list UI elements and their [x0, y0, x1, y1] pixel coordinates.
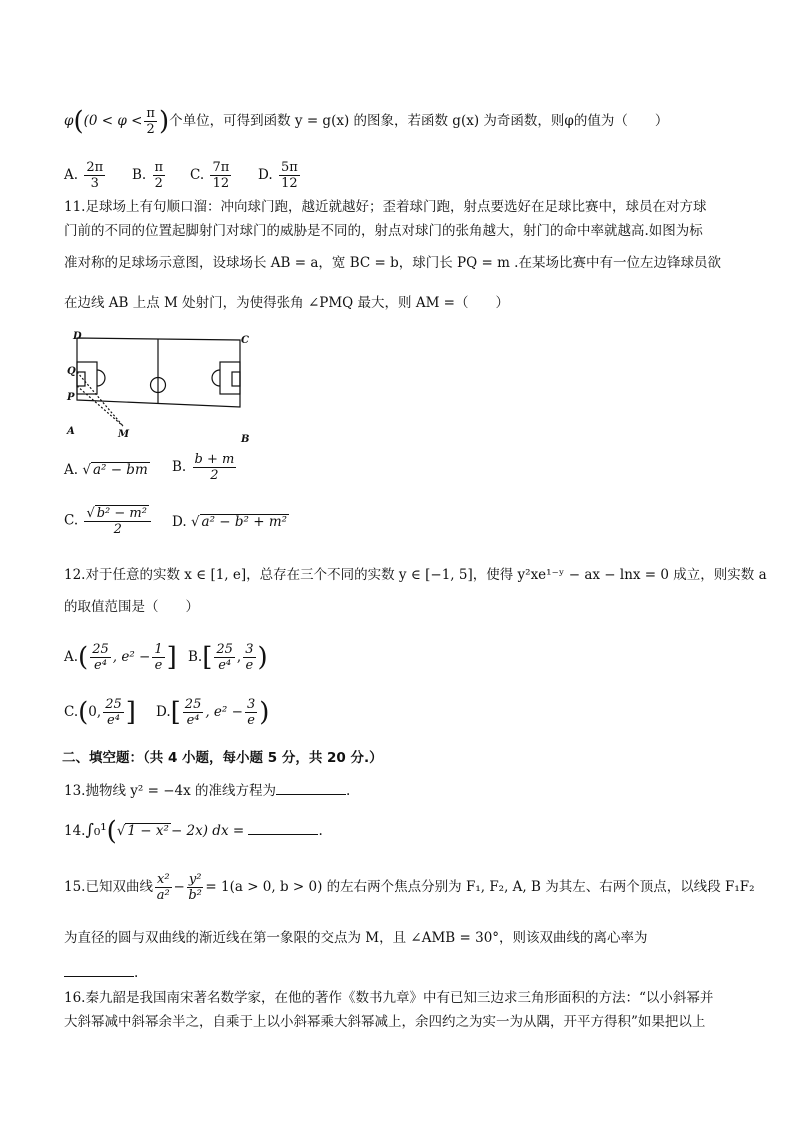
option-label: B.: [188, 649, 203, 665]
paren-open: (: [73, 106, 84, 137]
q12-line-2: 的取值范围是（ ）: [64, 599, 199, 615]
label-m: M: [118, 429, 130, 440]
bracket-open: [: [170, 697, 181, 728]
option-label: A.: [64, 167, 79, 183]
option-label: D.: [156, 704, 171, 720]
frac-num: 3: [246, 697, 256, 712]
option-frac: [84, 505, 151, 537]
paren-close: ): [158, 106, 170, 137]
option-frac: [84, 160, 105, 191]
frac-den: e⁴: [107, 713, 120, 728]
q10-option-d[interactable]: [258, 160, 302, 191]
frac-den: e⁴: [94, 658, 107, 673]
frac-den: 2: [154, 176, 163, 191]
q11-line-4: 在边线 AB 上点 M 处射门，为使得张角 ∠PMQ 最大，则 AM =（ ）: [64, 295, 509, 311]
q10-condition: (0 < φ <: [83, 113, 143, 129]
frac-num: √ b² − m²: [84, 505, 151, 522]
q10-stem: [64, 106, 668, 137]
section-2-heading: 二、填空题：（共 4 小题，每小题 5 分，共 20 分.）: [62, 750, 383, 766]
label-b: B: [241, 434, 250, 445]
frac-a: [214, 642, 235, 673]
q14-answer-blank[interactable]: [248, 820, 318, 835]
q11-option-d[interactable]: [172, 512, 289, 532]
q14-end: .: [318, 823, 323, 839]
option-label: C.: [64, 704, 79, 720]
q11-option-a[interactable]: [64, 460, 150, 480]
frac-x: [155, 872, 172, 903]
frac-num: 25: [105, 697, 122, 712]
option-frac: [193, 452, 237, 483]
right-penalty-box: [220, 362, 240, 394]
option-mid: , e² −: [205, 704, 243, 720]
q15-line-3: [64, 962, 138, 983]
frac-den: a²: [156, 888, 170, 903]
q15-end: .: [134, 965, 139, 981]
q12-line-1: 12.对于任意的实数 x ∈ [1, e]，总存在三个不同的实数 y ∈ [−1, 5]，使得 y²xe¹⁻ʸ − ax − lnx = 0 成立，则实数 a: [64, 567, 767, 583]
frac-num: x²: [156, 872, 170, 887]
q11-line-1: 11.足球场上有句顺口溜：冲向球门跑，越近就越好；歪着球门跑，射点要选好在足球比赛中，球员在对方球: [64, 199, 707, 215]
frac-num: 7π: [212, 160, 230, 175]
option-label: C.: [190, 167, 205, 183]
q15-line-2: 为直径的圆与双曲线的渐近线在第一象限的交点为 M，且 ∠AMB = 30°，则该双曲线的离心率为: [64, 930, 648, 946]
label-a: A: [67, 426, 75, 437]
q14-rest: − 2x) dx =: [170, 823, 245, 839]
frac-a: [183, 697, 204, 728]
frac-num: 2π: [86, 160, 104, 175]
option-label: A.: [64, 462, 79, 478]
q15-rest: = 1(a > 0, b > 0) 的左右两个焦点分别为 F₁, F₂, A, B 为其左、右两个顶点，以线段 F₁F₂: [205, 879, 755, 895]
q13-answer-blank[interactable]: [276, 780, 346, 795]
paren-close: ): [259, 697, 270, 728]
frac-den: e: [154, 658, 163, 673]
frac-den: e⁴: [186, 713, 200, 728]
radicand: 1 − x²: [127, 823, 169, 839]
paren-open: (: [106, 816, 117, 847]
frac-b: [245, 697, 257, 728]
q13-end: .: [346, 783, 351, 799]
integral-sign: ∫₀¹: [85, 820, 107, 839]
paren-open: (: [78, 697, 89, 728]
frac-num: π: [154, 160, 164, 175]
q11-option-b[interactable]: [172, 452, 238, 483]
frac-den: 3: [90, 176, 99, 191]
paren-close: ): [257, 642, 268, 673]
q10-option-b[interactable]: [132, 160, 167, 191]
sqrt-sign: √: [116, 823, 126, 839]
option-label: B.: [132, 167, 147, 183]
q13: [64, 780, 350, 801]
q14-number: 14.: [64, 823, 86, 839]
left-penalty-arc: [97, 370, 105, 386]
line-qm: [77, 372, 123, 426]
frac-den: 2: [113, 522, 122, 537]
q12-option-b[interactable]: [188, 642, 268, 673]
q16-line-1: 16.秦九韶是我国南宋著名数学家，在他的著作《数书九章》中有已知三边求三角形面积的方法：“以小斜幂并: [64, 990, 714, 1006]
q11-line-3: 准对称的足球场示意图，设球场长 AB = a，宽 BC = b，球门长 PQ = m .在某场比赛中有一位左边锋球员欲: [64, 255, 721, 271]
q10-option-a[interactable]: [64, 160, 107, 191]
right-goal-box: [232, 372, 240, 386]
q11-line-2: 门前的不同的位置起脚射门对球门的威胁是不同的，射点对球门的张角越大，射门的命中率就越高.如图为标: [64, 223, 703, 239]
q12-option-d[interactable]: [156, 697, 269, 728]
line-pm: [77, 386, 123, 426]
frac-num: 25: [216, 642, 233, 657]
bracket-open: [: [202, 642, 213, 673]
q15-line-1: [64, 872, 755, 903]
frac-num: 3: [245, 642, 254, 657]
frac-a: [90, 642, 111, 673]
option-frac: [153, 160, 166, 191]
option-label: C.: [64, 512, 79, 529]
q10-text: 个单位，可得到函数 y = g(x) 的图象，若函数 g(x) 为奇函数，则φ的值为（ ）: [169, 113, 669, 129]
radicand: b² − m²: [96, 506, 147, 521]
q11-option-c[interactable]: [64, 505, 153, 537]
radicand: a² − bm: [92, 462, 148, 478]
frac-num: 1: [154, 642, 163, 657]
left-goal-box: [77, 372, 85, 386]
frac-den: e: [247, 713, 255, 728]
frac-den: 2: [146, 122, 155, 137]
paren-open: (: [78, 642, 89, 673]
frac-num: 25: [184, 697, 202, 712]
q10-pi-half: [144, 106, 157, 137]
frac-num: b + m: [194, 452, 235, 467]
phi-symbol: φ: [64, 113, 74, 129]
q16-line-2: 大斜幂减中斜幂余半之，自乘于上以小斜幂乘大斜幂减上，余四约之为实一为从隅，开平方得积”如果把以上: [64, 1014, 706, 1030]
frac-den: 12: [281, 176, 298, 191]
label-q: Q: [67, 366, 76, 377]
label-d: D: [73, 331, 82, 342]
option-pre: 0,: [88, 704, 102, 720]
q15-answer-blank[interactable]: [64, 962, 134, 977]
frac-y: [187, 872, 204, 903]
frac-a: [103, 697, 124, 728]
label-p: P: [67, 392, 75, 403]
option-label: D.: [258, 167, 273, 183]
frac-den: e: [245, 658, 254, 673]
frac-den: e⁴: [218, 658, 232, 673]
frac-den: 12: [212, 176, 230, 191]
q12-option-c[interactable]: [64, 697, 136, 728]
bracket-close: ]: [166, 642, 177, 673]
frac-num: 25: [92, 642, 109, 657]
sqrt-sign: √: [190, 514, 200, 530]
option-frac: [210, 160, 231, 191]
frac-den: 2: [210, 468, 219, 483]
option-label: A.: [64, 649, 79, 665]
right-penalty-arc: [212, 370, 220, 386]
q14: [64, 816, 323, 847]
comma: ,: [236, 649, 242, 665]
option-label: B.: [172, 459, 187, 475]
q13-text: 13.抛物线 y² = −4x 的准线方程为: [64, 783, 276, 799]
q15-prefix: 15.已知双曲线: [64, 879, 153, 895]
frac-num: y²: [188, 872, 202, 887]
frac-b: [243, 642, 255, 673]
option-label: D.: [172, 514, 187, 530]
q10-option-c[interactable]: [190, 160, 233, 191]
bracket-close: ]: [125, 697, 136, 728]
option-mid: , e² −: [112, 649, 151, 665]
label-c: C: [241, 335, 249, 346]
q12-option-a[interactable]: [64, 642, 177, 673]
sqrt-sign: √: [82, 462, 91, 478]
football-field-figure: [64, 330, 264, 445]
frac-num: 5π: [280, 160, 298, 175]
minus: −: [173, 879, 185, 895]
frac-den: b²: [188, 888, 202, 903]
radicand: a² − b² + m²: [201, 514, 288, 530]
frac-num: π: [146, 106, 155, 121]
frac-b: [152, 642, 164, 673]
option-frac: [279, 160, 300, 191]
